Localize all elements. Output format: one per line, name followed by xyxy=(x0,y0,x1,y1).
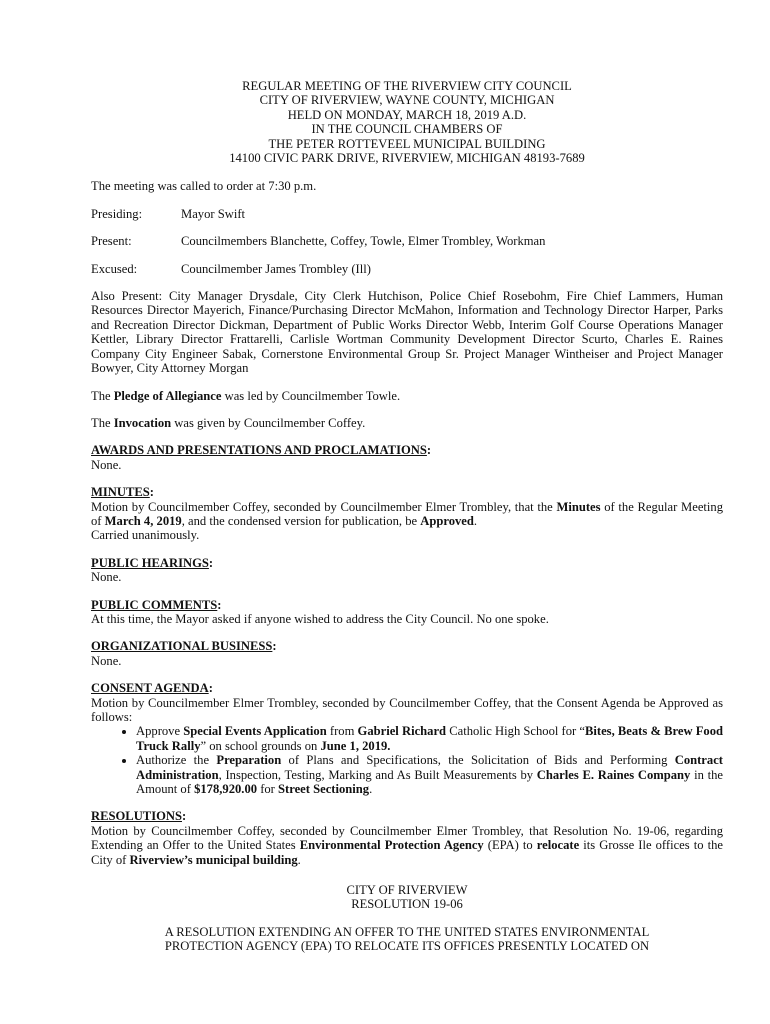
resolutions-motion xyxy=(91,824,723,867)
bold-run: Preparation xyxy=(216,753,282,768)
header-line: THE PETER ROTTEVEEL MUNICIPAL BUILDING xyxy=(268,136,546,151)
bold-run: Minutes xyxy=(556,499,601,514)
consent-item xyxy=(136,753,723,796)
bold-run: Contract Administration xyxy=(136,753,723,782)
present-value: Councilmembers Blanchette, Coffey, Towle, Elmer Trombley, Workman xyxy=(181,234,546,249)
resolution-number: RESOLUTION 19-06 xyxy=(351,897,463,912)
header-line: HELD ON MONDAY, MARCH 18, 2019 A.D. xyxy=(287,107,527,122)
section-heading: ORGANIZATIONAL BUSINESS xyxy=(91,639,273,654)
section-body: None. xyxy=(91,570,122,585)
document-header xyxy=(91,79,723,165)
invocation-paragraph xyxy=(91,416,723,430)
pledge-text: The xyxy=(91,388,114,403)
heading-colon: : xyxy=(272,639,277,654)
minutes-motion xyxy=(91,500,723,529)
present-label: Present: xyxy=(91,234,132,249)
resolutions-section xyxy=(91,809,723,867)
text-run: for xyxy=(257,782,279,797)
pledge-bold: Pledge of Allegiance xyxy=(113,388,222,403)
also-present: Also Present: City Manager Drysdale, City Clerk Hutchison, Police Chief Rosebohm, Fire Chief Lammers, Human Resources Director Mayerich, Finance/Purchasing Director McMahon, Information and Technology Director Harper, Parks and Recreation Director Dickman, Department of Public Works Director Webb, Interim Golf Course Operations Manager Kettler, Library Director Frattarelli, Carlisle Wortman Community Development Director Scurto, Charles E. Raines Company City Engineer Sabak, Cornerstone Environmental Group Sr. Project Manager Wintheiser and Project Manager Bowyer, City Attorney Morgan xyxy=(91,289,723,376)
text-run: Motion by Councilmember Coffey, seconded by Councilmember Elmer Trombley, that the xyxy=(91,499,557,514)
excused-label: Excused: xyxy=(91,261,138,276)
text-run: . xyxy=(473,513,478,528)
excused-value: Councilmember James Trombley (Ill) xyxy=(181,261,371,276)
text-run: Approve xyxy=(136,724,184,739)
bold-run: $178,920.00 xyxy=(194,782,258,797)
consent-list xyxy=(91,724,723,796)
header-line: CITY OF RIVERVIEW, WAYNE COUNTY, MICHIGAN xyxy=(259,93,555,108)
public-hearings-section xyxy=(91,556,723,585)
text-run: ” on school grounds on xyxy=(200,738,321,753)
public-comments-section xyxy=(91,598,723,627)
text-run: , and the condensed version for publication, be xyxy=(181,513,421,528)
text-run: of the Regular Meeting of xyxy=(91,499,724,528)
header-line: 14100 CIVIC PARK DRIVE, RIVERVIEW, MICHIGAN 48193-7689 xyxy=(229,151,585,166)
resolution-block-header xyxy=(91,883,723,912)
excused-row xyxy=(91,262,723,276)
heading-colon: : xyxy=(217,597,222,612)
resolution-title xyxy=(91,925,723,954)
section-body: None. xyxy=(91,653,122,668)
text-run: from xyxy=(326,724,358,739)
text-run: in the Amount of xyxy=(136,767,723,797)
document-page xyxy=(91,79,723,954)
carried-text: Carried unanimously. xyxy=(91,528,200,543)
section-heading: PUBLIC COMMENTS xyxy=(91,597,218,612)
consent-section xyxy=(91,681,723,796)
bold-run: Special Events Application xyxy=(183,724,327,739)
pledge-text: was led by Councilmember Towle. xyxy=(221,388,401,403)
heading-colon: : xyxy=(182,809,187,824)
header-line: IN THE COUNCIL CHAMBERS OF xyxy=(311,122,503,137)
heading-colon: : xyxy=(208,555,214,570)
resolution-title-line: PROTECTION AGENCY (EPA) TO RELOCATE ITS OFFICES PRESENTLY LOCATED ON xyxy=(164,939,650,954)
bold-run: Environmental Protection Agency xyxy=(299,838,484,853)
invocation-text: The xyxy=(91,415,114,430)
pledge-paragraph xyxy=(91,389,723,403)
bold-run: Charles E. Raines Company xyxy=(536,767,691,782)
bold-run: Street Sectioning xyxy=(278,782,370,797)
presiding-label: Presiding: xyxy=(91,206,143,221)
awards-section xyxy=(91,443,723,472)
header-line: REGULAR MEETING OF THE RIVERVIEW CITY COUNCIL xyxy=(242,79,572,93)
text-run: its Grosse Ile offices to the City of xyxy=(91,838,723,867)
section-body: At this time, the Mayor asked if anyone wished to address the City Council. No one spoke. xyxy=(91,611,549,626)
resolution-city: CITY OF RIVERVIEW xyxy=(346,883,468,898)
present-row xyxy=(91,234,723,248)
section-body: None. xyxy=(91,457,122,472)
text-run: of Plans and Specifications, the Solicitation of Bids and Performing xyxy=(281,753,675,768)
section-heading: PUBLIC HEARINGS xyxy=(91,555,209,570)
text-run: (EPA) to xyxy=(483,838,537,853)
bold-run: June 1, 2019. xyxy=(320,738,391,753)
call-to-order: The meeting was called to order at 7:30 p.m. xyxy=(91,179,317,194)
bold-run: Riverview’s municipal building xyxy=(129,852,298,867)
section-heading: RESOLUTIONS xyxy=(91,809,182,824)
text-run: , Inspection, Testing, Marking and As Built Measurements by xyxy=(218,767,537,782)
consent-intro: Motion by Councilmember Elmer Trombley, seconded by Councilmember Coffey, that the Consent Agenda be Approved as follows: xyxy=(91,695,723,724)
text-run: Catholic High School for “ xyxy=(446,724,585,739)
organizational-section xyxy=(91,639,723,668)
bold-run: Approved xyxy=(420,513,474,528)
invocation-text: was given by Councilmember Coffey. xyxy=(171,415,366,430)
consent-item xyxy=(136,724,723,753)
resolution-title-line: A RESOLUTION EXTENDING AN OFFER TO THE UNITED STATES ENVIRONMENTAL xyxy=(164,924,650,939)
heading-colon: : xyxy=(149,485,154,500)
section-heading: AWARDS AND PRESENTATIONS AND PROCLAMATIONS xyxy=(91,443,427,458)
text-run: Authorize the xyxy=(136,753,217,768)
text-run: . xyxy=(369,782,373,797)
bold-run: relocate xyxy=(536,838,580,853)
presiding-row xyxy=(91,207,723,221)
section-heading: CONSENT AGENDA xyxy=(91,681,209,696)
presiding-value: Mayor Swift xyxy=(181,206,246,221)
text-run: Motion by Councilmember Coffey, seconded by Councilmember Elmer Trombley, that Resolution No. 19-06, regarding Extending an Offer to the United States xyxy=(91,823,723,853)
minutes-section xyxy=(91,485,723,543)
heading-colon: : xyxy=(208,681,213,696)
section-heading: MINUTES xyxy=(91,485,150,500)
bold-run: Bites, Beats & Brew Food Truck Rally xyxy=(136,724,723,753)
invocation-bold: Invocation xyxy=(113,415,172,430)
bold-run: Gabriel Richard xyxy=(357,724,447,739)
bold-run: March 4, 2019 xyxy=(104,513,182,528)
text-run: . xyxy=(297,852,301,867)
heading-colon: : xyxy=(426,443,432,458)
